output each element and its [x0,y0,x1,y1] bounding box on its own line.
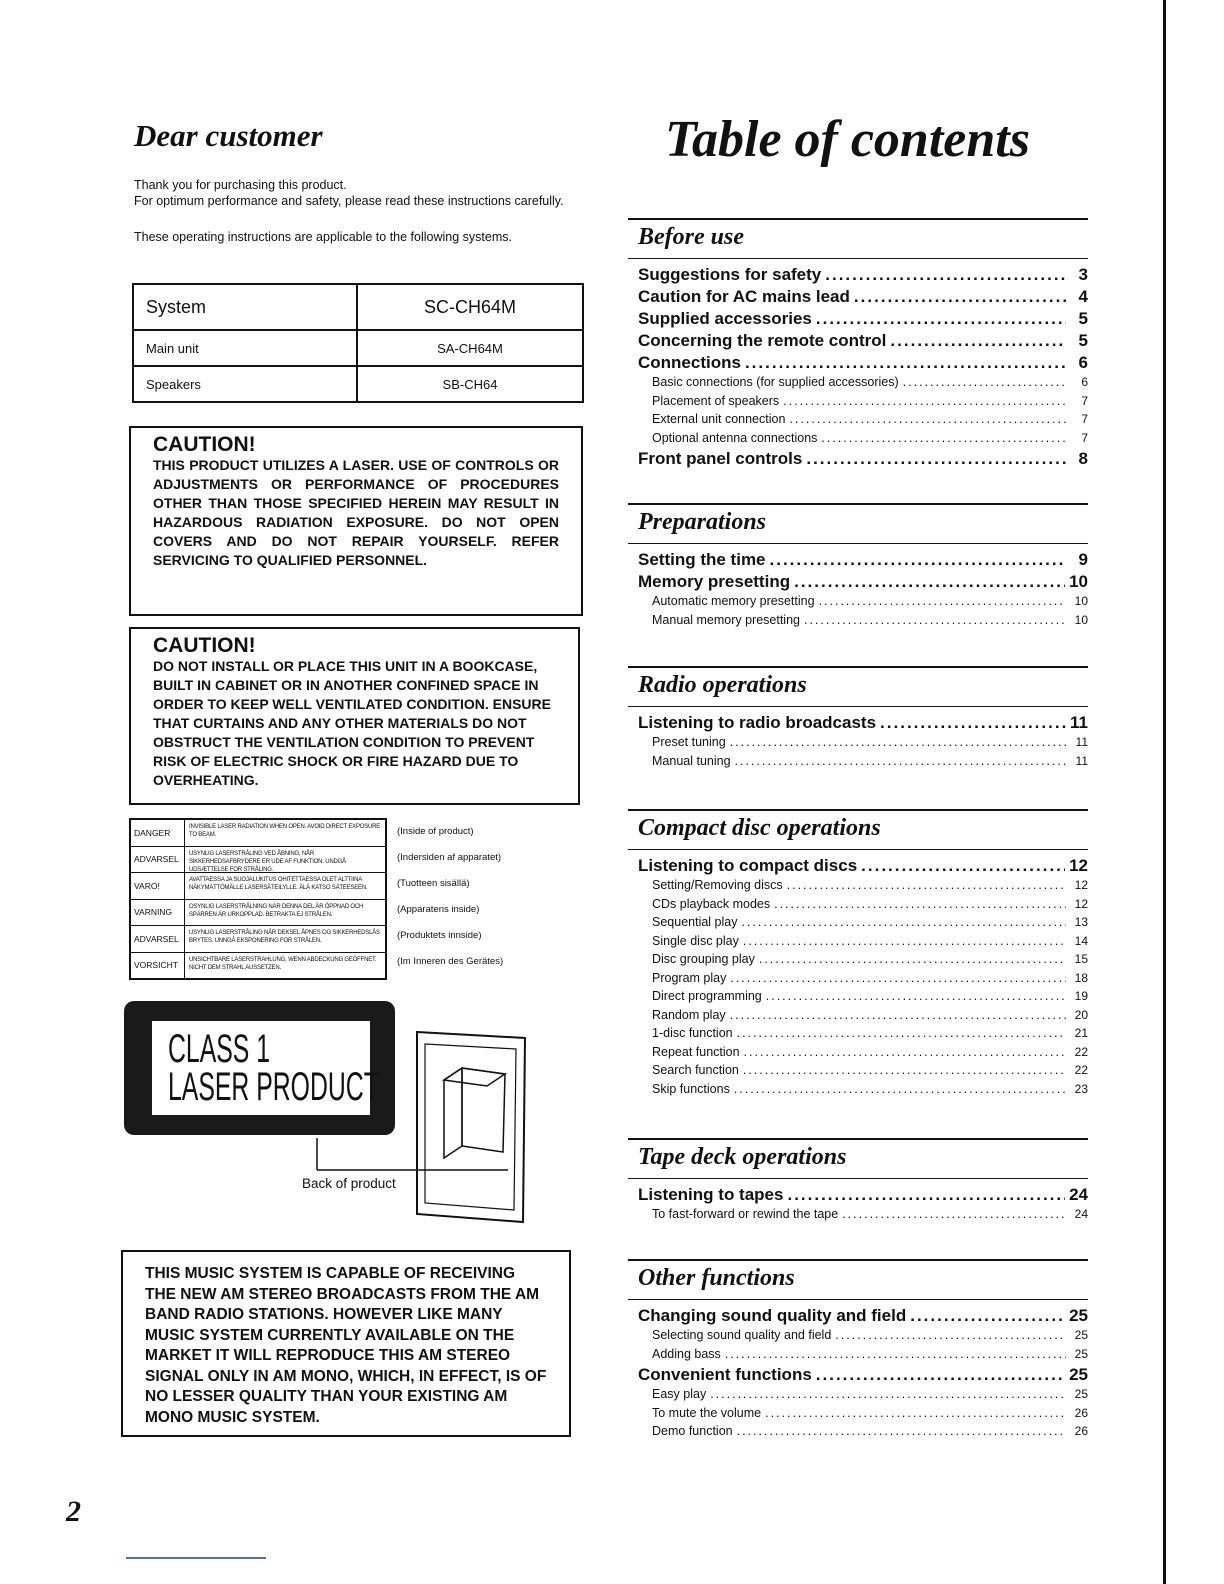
toc-entry [628,713,1088,735]
toc-entry [628,394,1088,413]
toc-entry-page: 11 [1075,753,1088,768]
system-table-cell: SC-CH64M [357,284,583,330]
toc-entry-label: CDs playback modes [652,896,771,911]
toc-entry-label: Concerning the remote control [638,331,887,350]
toc-entry-page: 7 [1081,430,1088,445]
system-table [132,283,584,403]
toc-entry [628,1185,1088,1207]
dot-leader [816,1365,1065,1385]
toc-entry [628,594,1088,613]
warning-location-note: (Indersiden af apparatet) [397,852,502,863]
toc-entry [628,613,1088,632]
toc-entry-page: 5 [1078,309,1088,328]
dot-leader [759,952,1066,966]
toc-entry [628,1387,1088,1406]
intro-line-1: Thank you for purchasing this product. [134,178,347,192]
warning-label-row [131,900,385,927]
dot-leader [741,915,1066,929]
dot-leader [770,550,1066,570]
toc-entry-label: Search function [652,1063,739,1077]
warning-language: DANGER [131,820,185,846]
warning-label-row [131,847,385,874]
toc-entry [628,550,1088,572]
toc-entry-label: Single disc play [652,933,739,948]
dot-leader [910,1306,1065,1326]
toc-entry [628,1207,1088,1226]
section-rule [628,706,1088,707]
toc-entry [628,1008,1088,1027]
toc-entry-label: Manual tuning [652,753,731,768]
warning-label-row [131,953,385,979]
warning-location-note: (Im Inneren des Gerätes) [397,956,504,967]
toc-section-heading: Other functions [638,1265,795,1291]
dot-leader [804,613,1066,627]
back-of-product-caption: Back of product [302,1176,396,1191]
dot-leader [789,412,1066,426]
dot-leader [730,735,1066,749]
toc-entry-page: 11 [1075,735,1088,749]
system-table-cell: System [133,284,357,330]
toc-section-heading: Compact disc operations [638,815,881,841]
toc-entry-label: Listening to radio broadcasts [638,713,877,732]
toc-title: Table of contents [665,111,1030,168]
toc-entry-page: 14 [1074,933,1088,948]
warning-location-note: (Tuotteen sisällä) [397,878,470,889]
toc-entry-page: 7 [1081,393,1088,408]
toc-entry-label: Sequential play [652,915,738,929]
toc-entry-label: Repeat function [652,1044,740,1059]
toc-entry [628,353,1088,375]
toc-entry-page: 23 [1074,1081,1088,1096]
toc-entry-label: Suggestions for safety [638,265,822,284]
dot-leader [890,331,1066,351]
dot-leader [730,1008,1066,1022]
warning-label-row [131,873,385,900]
toc-entry [628,735,1088,754]
toc-entry [628,287,1088,309]
toc-entry-page: 12 [1074,878,1088,892]
toc-entry-page: 4 [1078,287,1088,306]
warning-language: ADVARSEL [131,847,185,873]
dear-customer-title: Dear customer [134,118,323,153]
intro-line-2: For optimum performance and safety, please read these instructions carefully. [134,194,564,208]
system-table-row [133,366,583,402]
toc-entry-label: Setting the time [638,550,766,569]
toc-entry-page: 20 [1074,1007,1088,1022]
toc-entry [628,856,1088,878]
toc-entry [628,952,1088,971]
dot-leader [744,1045,1066,1059]
dot-leader [825,265,1066,285]
laser-label-line1: CLASS 1 [168,1027,271,1071]
toc-entry [628,915,1088,934]
caution-title: CAUTION! [153,433,256,456]
toc-entry [628,1082,1088,1101]
toc-entry-page: 8 [1078,449,1088,468]
dot-leader [861,856,1065,876]
intro-text [134,177,594,245]
dot-leader [842,1207,1066,1221]
toc-entry-label: Changing sound quality and field [638,1306,907,1325]
toc-entry-page: 25 [1074,1387,1088,1401]
toc-entry [628,375,1088,394]
system-table-row [133,330,583,366]
warning-label-locations [397,826,503,982]
laser-warning-label-table [129,818,387,980]
page-edge-bar [1163,0,1166,1584]
toc-entry [628,878,1088,897]
toc-entry [628,754,1088,773]
am-stereo-notice-text: THIS MUSIC SYSTEM IS CAPABLE OF RECEIVING THE NEW AM STEREO BROADCASTS FROM THE AM BAND RADIO STATIONS. HOWEVER LIKE MANY MUSIC SYSTEM CURRENTLY AVAILABLE ON THE MARKET IT WILL REPRODUCE THIS AM STEREO SIGNAL ONLY IN AM MONO, WHICH, IN EFFECT, IS OF NO LESSER QUALITY THAN YOUR EXISTING AM MONO MUSIC SYSTEM. [145,1265,547,1426]
dot-leader [880,713,1066,733]
laser-label-line2: LASER PRODUCT [168,1065,379,1109]
warning-text: INVISIBLE LASER RADIATION WHEN OPEN. AVOID DIRECT EXPOSURE TO BEAM. [189,824,381,838]
toc-entry-label: Program play [652,970,727,985]
warning-text: OSYNLIG LASERSTRÅLNING NÄR DENNA DEL ÄR ÖPPNAD OCH SPÄRREN ÄR URKOPPLAD. BETRAKTA EJ STRÅLEN. [189,903,364,918]
toc-entry-page: 24 [1069,1185,1088,1204]
dot-leader [774,897,1066,911]
warning-text: USYNLIG LASERSTRÅLING VED ÅBNING, NÅR SIKKERHEDSAFBRYDERE ER UDE AF FUNKTION. UNDGÅ UDSÆTTELSE FOR STRÅLING. [189,850,346,872]
toc-entry-label: Skip functions [652,1081,730,1096]
dot-leader [787,878,1066,892]
toc-entry [628,1026,1088,1045]
toc-entry-page: 12 [1069,856,1088,875]
toc-section [628,503,1088,631]
dot-leader [730,971,1066,985]
toc-entry-page: 26 [1074,1405,1088,1420]
dot-leader [783,394,1066,408]
page-number: 2 [66,1495,81,1528]
toc-entry-label: Automatic memory presetting [652,594,815,608]
intro-line-3: These operating instructions are applicable to the following systems. [134,230,512,244]
toc-entry-page: 25 [1069,1365,1088,1384]
toc-entry-label: To fast-forward or rewind the tape [652,1207,839,1221]
toc-entry-page: 15 [1074,952,1088,966]
toc-entry-label: Listening to compact discs [638,856,858,875]
toc-entry-label: Placement of speakers [652,393,780,408]
toc-entry [628,572,1088,594]
toc-section [628,1259,1088,1443]
toc-entry-page: 10 [1074,612,1088,627]
dot-leader [835,1328,1066,1342]
warning-location-note: (Apparatens inside) [397,904,480,915]
dot-leader [806,449,1066,469]
warning-location-note: (Produktets innside) [397,930,482,941]
warning-text: UNSICHTBARE LASERSTRAHLUNG, WENN ABDECKUNG GEÖFFNET. NICHT DEM STRAHL AUSSETZEN. [189,956,377,971]
toc-entry [628,431,1088,450]
toc-entry [628,265,1088,287]
toc-entry [628,412,1088,431]
toc-entry-label: Adding bass [652,1346,721,1361]
dot-leader [854,287,1066,307]
toc-entry-page: 21 [1074,1026,1088,1040]
toc-entry-label: To mute the volume [652,1405,762,1420]
toc-entry-label: Caution for AC mains lead [638,287,850,306]
warning-text: USYNLIG LASERSTRÅLING NÅR DEKSEL ÅPNES OG SIKKERHEDSLÅS BRYTES. UNNGÅ EKSPONERING FOR STRÅLEN. [189,930,380,944]
warning-language: VARO! [131,873,185,899]
toc-entry-label: Listening to tapes [638,1185,784,1204]
dot-leader [766,989,1066,1003]
dot-leader [765,1406,1066,1420]
toc-entry-label: Front panel controls [638,449,803,468]
system-table-cell: SB-CH64 [357,366,583,402]
dot-leader [710,1387,1066,1401]
toc-entry-page: 5 [1078,331,1088,350]
toc-entry-page: 10 [1074,594,1088,608]
system-table-cell: Speakers [133,366,357,402]
warning-language: ADVARSEL [131,926,185,952]
dot-leader [735,754,1066,768]
warning-label-row [131,926,385,953]
dot-leader [794,572,1065,592]
toc-entry-label: Setting/Removing discs [652,878,783,892]
toc-entry [628,934,1088,953]
section-rule [628,1178,1088,1179]
caution-title: CAUTION! [153,634,256,657]
toc-entry-label: Connections [638,353,741,372]
toc-entry [628,1406,1088,1425]
toc-entry [628,449,1088,471]
toc-entry-page: 12 [1074,896,1088,911]
toc-section-heading: Preparations [638,509,767,535]
warning-label-row [131,820,385,847]
toc-entry [628,1365,1088,1387]
toc-entry-page: 6 [1078,353,1088,372]
toc-entry-label: Direct programming [652,989,762,1003]
toc-entry [628,1328,1088,1347]
toc-entry-page: 26 [1074,1424,1088,1438]
ventilation-caution-box [129,627,580,805]
system-table-header [133,284,583,330]
dot-leader [743,934,1066,948]
toc-entry-page: 18 [1074,970,1088,985]
toc-entry-label: Basic connections (for supplied accessories) [652,375,899,389]
toc-entry [628,989,1088,1008]
toc-entry-label: Disc grouping play [652,952,755,966]
toc-entry-page: 25 [1069,1306,1088,1325]
toc-entry-label: Manual memory presetting [652,612,800,627]
dot-leader [903,375,1066,389]
toc-entry [628,897,1088,916]
toc-section [628,809,1088,1100]
dot-leader [734,1082,1066,1096]
toc-entry-label: Supplied accessories [638,309,812,328]
toc-entry-page: 6 [1081,375,1088,389]
dot-leader [737,1026,1066,1040]
section-rule [628,258,1088,259]
laser-caution-box [129,426,583,616]
toc-entry-page: 11 [1070,713,1088,732]
class1-laser-label [124,1001,395,1135]
toc-section-heading: Before use [638,224,744,250]
toc-section-heading: Tape deck operations [638,1144,847,1170]
system-table-cell: SA-CH64M [357,330,583,366]
toc-entry-page: 24 [1074,1207,1088,1221]
dot-leader [816,309,1066,329]
toc-entry-label: External unit connection [652,412,786,426]
scan-mark [126,1557,266,1559]
toc-entry [628,1347,1088,1366]
caution-body: DO NOT INSTALL OR PLACE THIS UNIT IN A BOOKCASE, BUILT IN CABINET OR IN ANOTHER CONFINED SPACE IN ORDER TO KEEP WELL VENTILATED CONDITION. ENSURE THAT CURTAINS AND ANY OTHER MATERIALS DO NOT OBSTRUCT THE VENTILATION CONDITION TO PREVENT RISK OF ELECTRIC SHOCK OR FIRE HAZARD DUE TO OVERHEATING. [153,658,551,788]
toc-entry [628,331,1088,353]
dot-leader [725,1347,1066,1361]
warning-text: AVATTAESSA JA SUOJALUKITUS OHITETTAESSA OLET ALTTIINA NÄKYMÄTTÖMÄLLE LASERSÄTEILYLLE. ÄLÄ KATSO SÄTEESEEN. [189,877,368,891]
toc-entry-label: Selecting sound quality and field [652,1328,832,1342]
toc-entry-page: 7 [1081,412,1088,426]
toc-section [628,218,1088,471]
warning-language: VORSICHT [131,953,185,979]
toc-entry-label: Preset tuning [652,735,726,749]
section-rule [628,849,1088,850]
toc-section [628,666,1088,772]
warning-language: VARNING [131,900,185,926]
section-rule [628,1299,1088,1300]
warning-location-note: (Inside of product) [397,826,474,837]
dot-leader [745,353,1066,373]
toc-entry-label: Convenient functions [638,1365,812,1384]
toc-entry [628,1424,1088,1443]
dot-leader [819,594,1066,608]
dot-leader [737,1424,1066,1438]
toc-entry-page: 13 [1074,915,1088,929]
system-table-cell: Main unit [133,330,357,366]
section-rule [628,543,1088,544]
dot-leader [743,1063,1066,1077]
toc-entry-page: 9 [1078,550,1088,569]
am-stereo-notice-box [121,1250,571,1437]
toc-entry-page: 10 [1069,572,1088,591]
toc-entry-label: Random play [652,1007,726,1022]
toc-section-heading: Radio operations [638,672,807,698]
toc-entry [628,971,1088,990]
toc-entry-page: 25 [1074,1346,1088,1361]
toc-entry-label: Optional antenna connections [652,430,818,445]
toc-entry [628,1306,1088,1328]
toc-entry-page: 22 [1074,1063,1088,1077]
toc-entry-page: 19 [1074,989,1088,1003]
toc-entry-label: 1-disc function [652,1026,733,1040]
toc-entry [628,1063,1088,1082]
dot-leader [787,1185,1065,1205]
toc-entry-label: Memory presetting [638,572,791,591]
toc-entry-page: 25 [1074,1328,1088,1342]
toc-entry-page: 3 [1078,265,1088,284]
toc-entry [628,1045,1088,1064]
toc-section [628,1138,1088,1226]
dot-leader [821,431,1066,445]
toc-entry-label: Easy play [652,1387,707,1401]
caution-body: THIS PRODUCT UTILIZES A LASER. USE OF CONTROLS OR ADJUSTMENTS OR PERFORMANCE OF PROCEDURES OTHER THAN THOSE SPECIFIED HEREIN MAY RESULT IN HAZARDOUS RADIATION EXPOSURE. DO NOT OPEN COVERS AND DO NOT REPAIR YOURSELF. REFER SERVICING TO QUALIFIED PERSONNEL. [153,457,559,568]
toc-entry [628,309,1088,331]
toc-entry-page: 22 [1074,1044,1088,1059]
toc-entry-label: Demo function [652,1424,733,1438]
